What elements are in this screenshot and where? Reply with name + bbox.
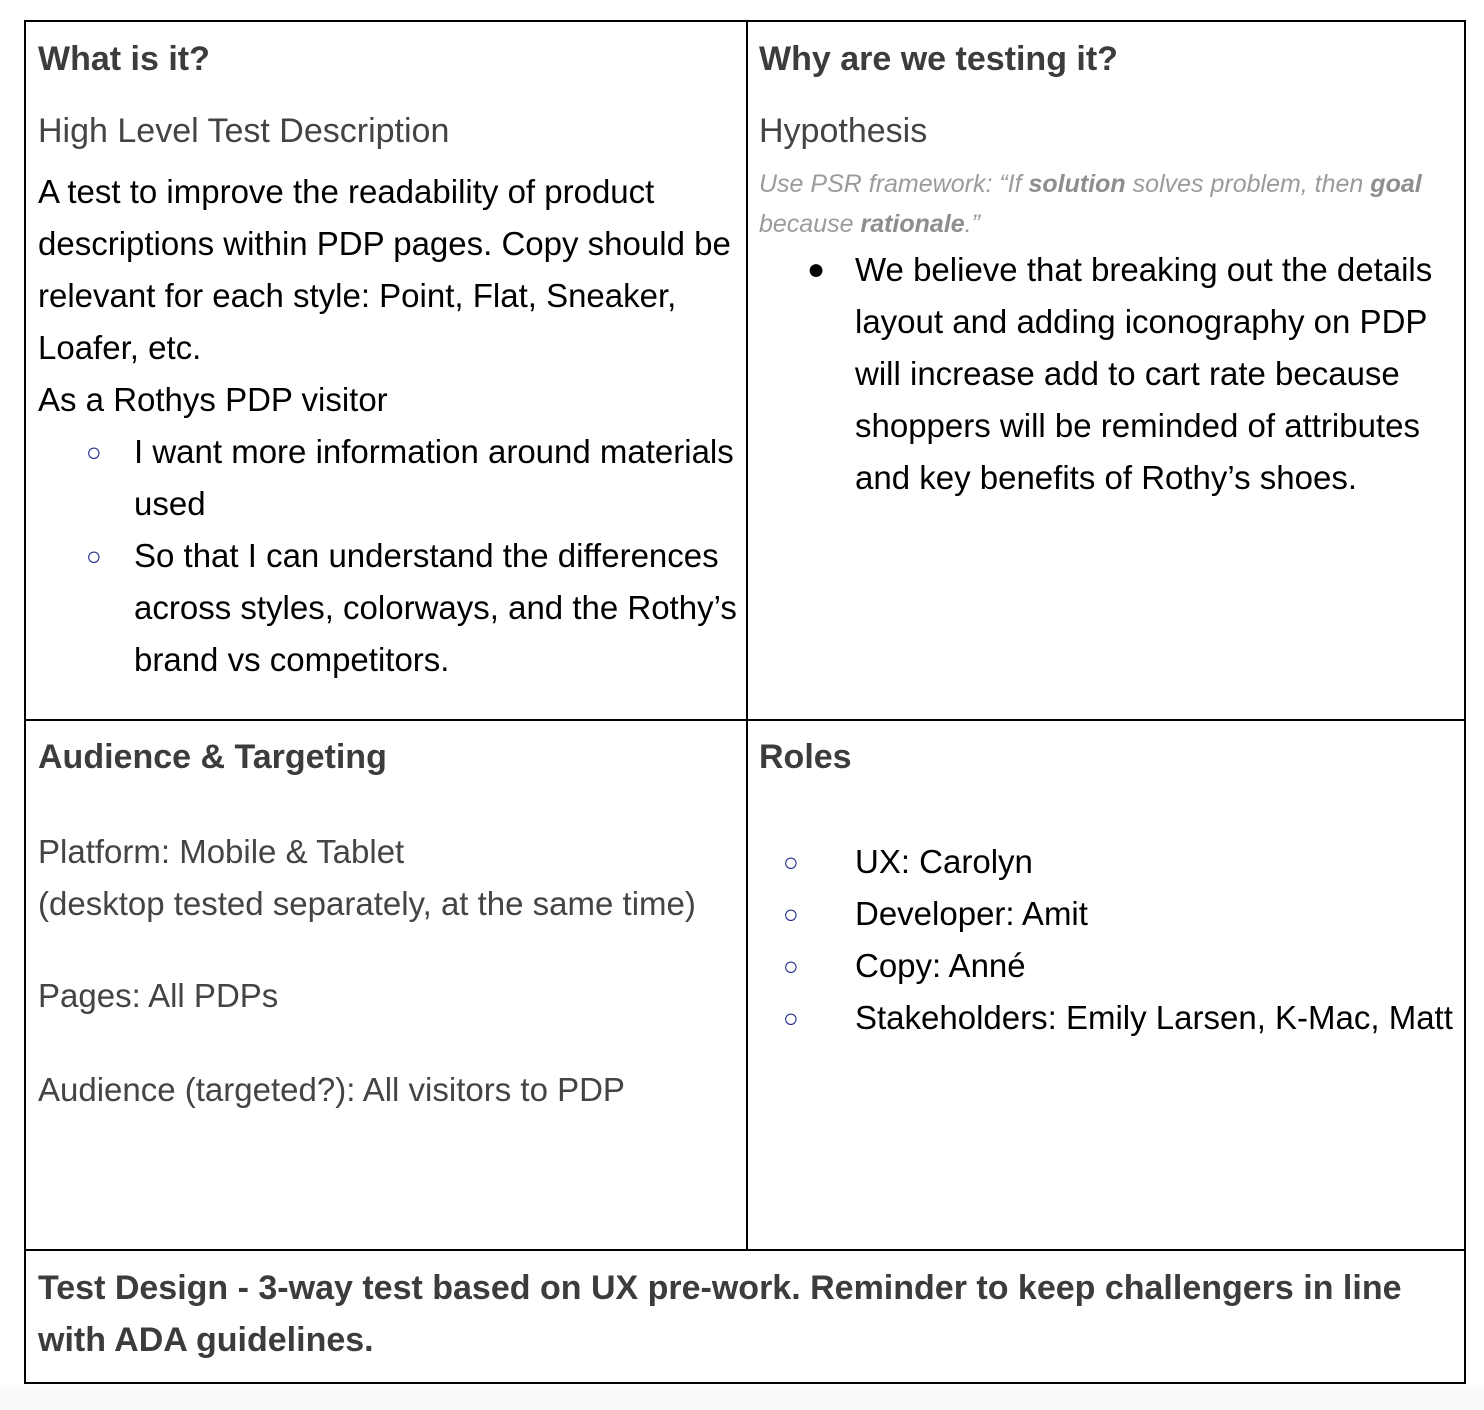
what-heading: What is it? xyxy=(38,40,210,78)
role-text: Copy: Anné xyxy=(855,947,1026,984)
pages-text: Pages: All PDPs xyxy=(38,977,279,1014)
hollow-bullet-icon: ○ xyxy=(783,847,799,877)
audience-heading: Audience & Targeting xyxy=(38,738,387,776)
list-item xyxy=(38,426,738,530)
list-item xyxy=(759,940,1459,992)
list-item xyxy=(759,992,1459,1044)
hollow-bullet-icon: ○ xyxy=(783,899,799,929)
user-story-text: I want more information around materials used xyxy=(134,433,734,522)
what-is-it-cell xyxy=(38,36,738,716)
hypothesis-text: We believe that breaking out the details layout and adding iconography on PDP will increase add to cart rate because shoppers will be reminded of attributes and key benefits of Rothy’s shoes. xyxy=(855,251,1433,496)
why-testing-cell xyxy=(759,36,1459,716)
row-divider xyxy=(26,1249,1464,1251)
list-item xyxy=(759,888,1459,940)
column-divider xyxy=(746,22,748,1250)
visitor-line: As a Rothys PDP visitor xyxy=(38,381,388,418)
hollow-bullet-icon: ○ xyxy=(86,541,102,571)
roles-list xyxy=(759,836,1459,1044)
hypothesis-list xyxy=(759,244,1459,504)
role-text: Stakeholders: Emily Larsen, K-Mac, Matt xyxy=(855,999,1453,1036)
platform-text: Platform: Mobile & Tablet xyxy=(38,833,405,870)
audience-targeting-cell xyxy=(38,734,738,1246)
user-story-text: So that I can understand the differences across styles, colorways, and the Rothy’s brand vs competitors. xyxy=(134,537,737,678)
list-item xyxy=(38,530,738,686)
psr-framework-hint: Use PSR framework: “If solution solves problem, then goal because rationale.” xyxy=(759,170,1422,238)
hypothesis-subheading: Hypothesis xyxy=(759,112,928,150)
description-subheading: High Level Test Description xyxy=(38,112,450,150)
audience-text: Audience (targeted?): All visitors to PDP xyxy=(38,1071,625,1108)
solid-bullet-icon: ● xyxy=(807,253,826,286)
test-description: A test to improve the readability of product descriptions within PDP pages. Copy should be relevant for each style: Point, Flat, Sneaker, Loafer, etc. xyxy=(38,173,731,366)
row-divider xyxy=(26,719,1464,721)
roles-heading: Roles xyxy=(759,738,852,776)
platform-note: (desktop tested separately, at the same time) xyxy=(38,885,696,922)
role-text: UX: Carolyn xyxy=(855,843,1033,880)
test-design-text: Test Design - 3-way test based on UX pre-work. Reminder to keep challengers in line with ADA guidelines. xyxy=(38,1269,1402,1359)
list-item xyxy=(759,244,1459,504)
test-design-cell xyxy=(38,1262,1452,1382)
roles-cell xyxy=(759,734,1459,1246)
hollow-bullet-icon: ○ xyxy=(783,1003,799,1033)
list-item xyxy=(759,836,1459,888)
hollow-bullet-icon: ○ xyxy=(783,951,799,981)
why-heading: Why are we testing it? xyxy=(759,40,1118,78)
user-story-list xyxy=(38,426,738,686)
role-text: Developer: Amit xyxy=(855,895,1088,932)
hollow-bullet-icon: ○ xyxy=(86,437,102,467)
test-brief-table xyxy=(24,20,1466,1384)
